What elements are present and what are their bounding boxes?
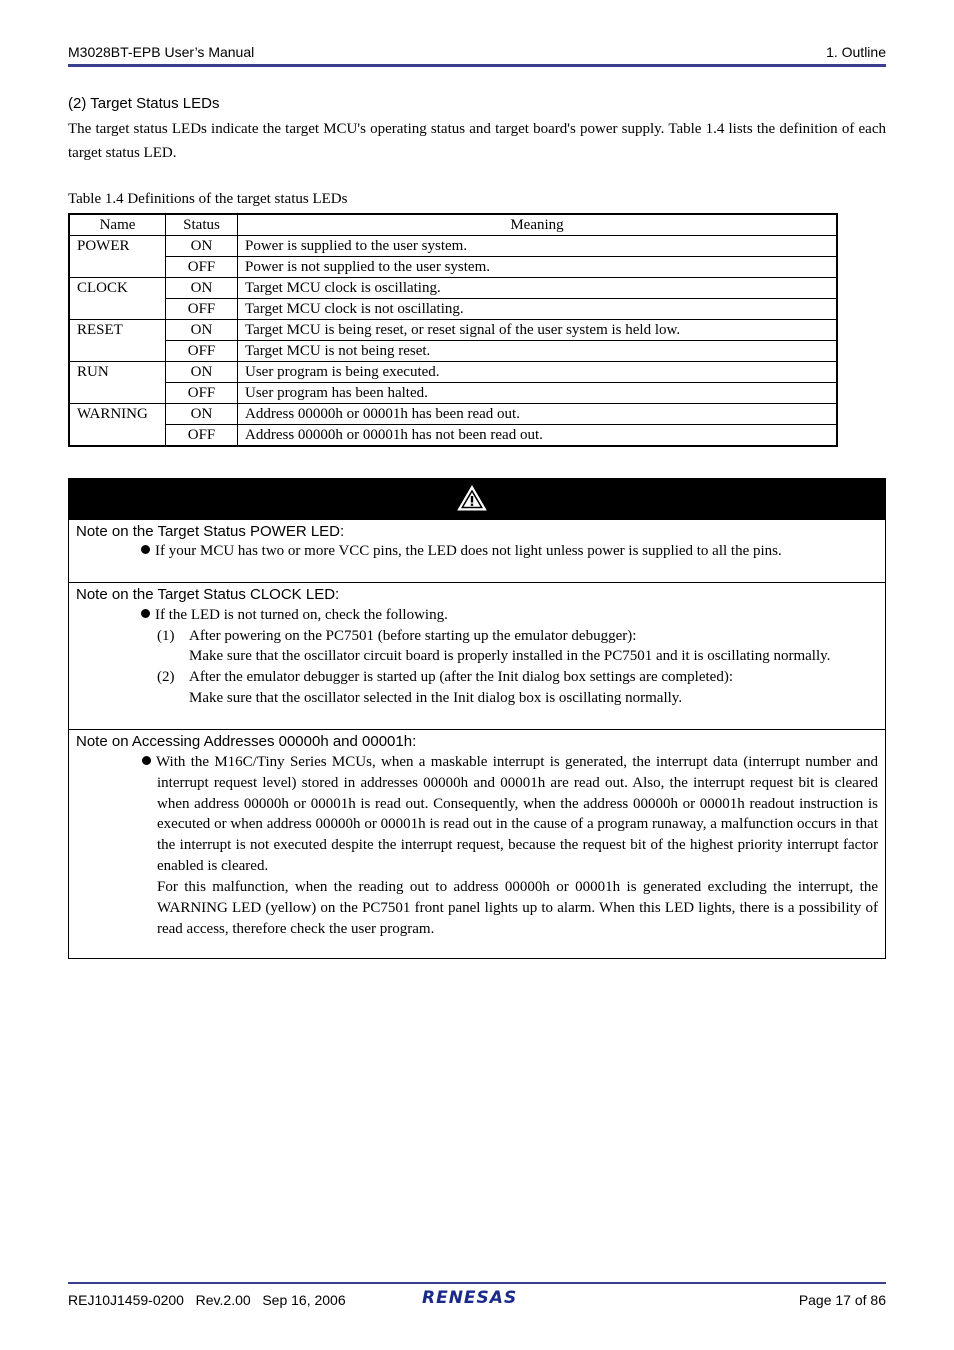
page-number: Page 17 of 86 — [798, 1292, 886, 1308]
table-row — [69, 404, 837, 425]
status-on: ON — [166, 362, 238, 383]
status-off: OFF — [166, 341, 238, 362]
bullet-icon — [141, 609, 150, 618]
status-off: OFF — [166, 383, 238, 404]
table-row — [69, 425, 837, 447]
led-definitions-table — [68, 213, 838, 447]
table-row — [69, 320, 837, 341]
table-row — [69, 341, 837, 362]
meaning-on: Address 00000h or 00001h has been read out. — [238, 404, 838, 425]
numbered-item — [157, 626, 636, 647]
paragraph-text: With the M16C/Tiny Series MCUs, when a maskable interrupt is generated, the interrupt data (interrupt number and interrupt request level) stored in addresses 00000h and 00001h are read out. Also, the interrupt request bit is cleared when address 00000h or 00001h is read out. Consequently, when the address 00000h or 00001h readout instruction is executed or when address 00000h or 00001h is read out in the cause of a program runaway, a malfunction occurs in that the interrupt is not executed despite the interrupt request, because the request bit of the highest priority interrupt factor enabled is cleared. — [156, 754, 878, 874]
table-row — [69, 278, 837, 299]
table-caption: Table 1.4 Definitions of the target status LEDs — [68, 191, 348, 207]
numbered-item — [157, 667, 733, 688]
bullet-icon — [142, 756, 151, 765]
item-number: (2) — [157, 669, 175, 685]
item-text: After the emulator debugger is started up (after the Init dialog box settings are completed): — [189, 669, 733, 685]
caution-box — [68, 478, 886, 959]
meaning-off: Target MCU clock is not oscillating. — [238, 299, 838, 320]
led-name: POWER — [69, 236, 166, 278]
meaning-off: Target MCU is not being reset. — [238, 341, 838, 362]
doc-date: Sep 16, 2006 — [262, 1292, 346, 1308]
status-on: ON — [166, 404, 238, 425]
note-bullet — [141, 541, 782, 562]
item-text: After powering on the PC7501 (before starting up the emulator debugger): — [189, 628, 637, 644]
table-row — [69, 257, 837, 278]
intro-paragraph: The target status LEDs indicate the target MCU's operating status and target board's power supply. Table 1.4 lists the definition of each target status LED. — [68, 121, 886, 161]
meaning-off: Power is not supplied to the user system. — [238, 257, 838, 278]
item-number: (1) — [157, 628, 175, 644]
doc-revision: Rev.2.00 — [195, 1292, 251, 1308]
chapter-title: 1. Outline — [826, 44, 886, 60]
note-paragraph — [157, 752, 878, 877]
status-on: ON — [166, 236, 238, 257]
page-header — [68, 44, 886, 67]
table-row — [69, 299, 837, 320]
bullet-text: If your MCU has two or more VCC pins, the LED does not light unless power is supplied to all the pins. — [155, 543, 782, 559]
status-off: OFF — [166, 257, 238, 278]
warning-triangle-icon — [456, 484, 488, 512]
note-bullet — [141, 605, 448, 626]
led-name: RESET — [69, 320, 166, 362]
note-title: Note on the Target Status CLOCK LED: — [76, 586, 340, 603]
led-name: CLOCK — [69, 278, 166, 320]
led-name: WARNING — [69, 404, 166, 447]
section-title: (2) Target Status LEDs — [68, 95, 220, 112]
table-row — [69, 236, 837, 257]
header-status: Status — [166, 214, 238, 236]
header-meaning: Meaning — [238, 214, 838, 236]
note-clock-led — [69, 583, 885, 730]
note-power-led — [69, 520, 885, 583]
note-address-access — [69, 730, 885, 958]
meaning-off: User program has been halted. — [238, 383, 838, 404]
meaning-on: Target MCU is being reset, or reset signal of the user system is held low. — [238, 320, 838, 341]
table-header-row — [69, 214, 837, 236]
item-detail: Make sure that the oscillator selected in the Init dialog box is oscillating normally. — [189, 690, 683, 706]
renesas-logo: RENESAS — [422, 1288, 518, 1308]
table-row — [69, 383, 837, 404]
meaning-off: Address 00000h or 00001h has not been read out. — [238, 425, 838, 447]
header-name: Name — [69, 214, 166, 236]
meaning-on: User program is being executed. — [238, 362, 838, 383]
bullet-icon — [141, 545, 150, 554]
page-footer — [68, 1282, 886, 1314]
note-title: Note on Accessing Addresses 00000h and 00001h: — [76, 733, 417, 750]
note-title: Note on the Target Status POWER LED: — [76, 523, 345, 540]
caution-header-bar — [69, 479, 885, 520]
item-detail: Make sure that the oscillator circuit board is properly installed in the PC7501 and it is oscillating normally. — [189, 648, 831, 664]
bullet-text: If the LED is not turned on, check the following. — [155, 607, 448, 623]
status-on: ON — [166, 320, 238, 341]
status-on: ON — [166, 278, 238, 299]
led-name: RUN — [69, 362, 166, 404]
meaning-on: Power is supplied to the user system. — [238, 236, 838, 257]
status-off: OFF — [166, 299, 238, 320]
doc-info — [68, 1292, 346, 1308]
status-off: OFF — [166, 425, 238, 447]
manual-title: M3028BT-EPB User’s Manual — [68, 44, 255, 60]
note-paragraph: For this malfunction, when the reading out to address 00000h or 00001h is generated excluding the interrupt, the WARNING LED (yellow) on the PC7501 front panel lights up to alarm. When this LED lights, there is a possibility of read access, therefore check the user program. — [157, 879, 878, 937]
table-row — [69, 362, 837, 383]
doc-id: REJ10J1459-0200 — [68, 1292, 184, 1308]
meaning-on: Target MCU clock is oscillating. — [238, 278, 838, 299]
